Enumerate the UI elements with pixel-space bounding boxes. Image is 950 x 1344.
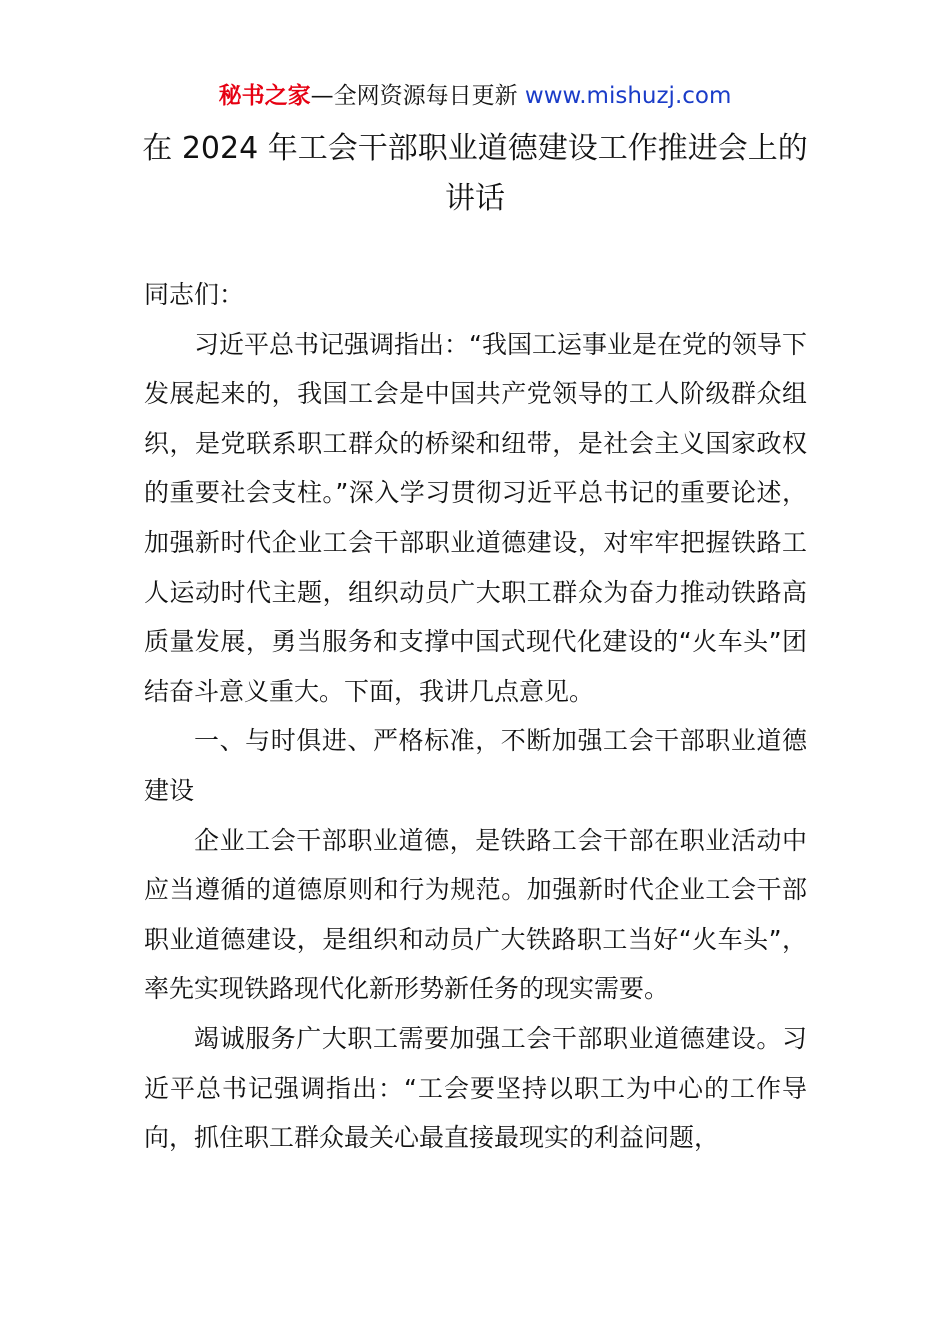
paragraph: 习近平总书记强调指出：“我国工运事业是在党的领导下发展起来的，我国工会是中国共产党领导的工人阶级群众组织，是党联系职工群众的桥梁和纽带，是社会主义国家政权的重要社会支柱。”深入学习贯彻习近平总书记的重要论述，加强新时代企业工会干部职业道德建设，对牢牢把握铁路工人运动时代主题，组织动员广大职工群众为奋力推动铁路高质量发展，勇当服务和支撑中国式现代化建设的“火车头”团结奋斗意义重大。下面，我讲几点意见。 (144, 329, 807, 706)
document-body (144, 270, 807, 1163)
site-url-link[interactable]: www.mishuzj.com (524, 83, 732, 109)
section-heading: 一、与时俱进、严格标准，不断加强工会干部职业道德建设 (144, 726, 807, 805)
salutation: 同志们： (144, 280, 245, 309)
site-brand: 秘书之家 (218, 83, 311, 109)
paragraph: 企业工会干部职业道德，是铁路工会干部在职业活动中应当遵循的道德原则和行为规范。加强新时代企业工会干部职业道德建设，是组织和动员广大铁路职工当好“火车头”，率先实现铁路现代化新形势新任务的现实需要。 (144, 825, 807, 1004)
paragraph: 竭诚服务广大职工需要加强工会干部职业道德建设。习近平总书记强调指出：“工会要坚持以职工为中心的工作导向，抓住职工群众最关心最直接最现实的利益问题， (144, 1023, 807, 1153)
document-title: 在 2024 年工会干部职业道德建设工作推进会上的讲话 (142, 131, 808, 216)
site-slogan: —全网资源每日更新 (310, 83, 525, 109)
site-header (0, 80, 950, 112)
